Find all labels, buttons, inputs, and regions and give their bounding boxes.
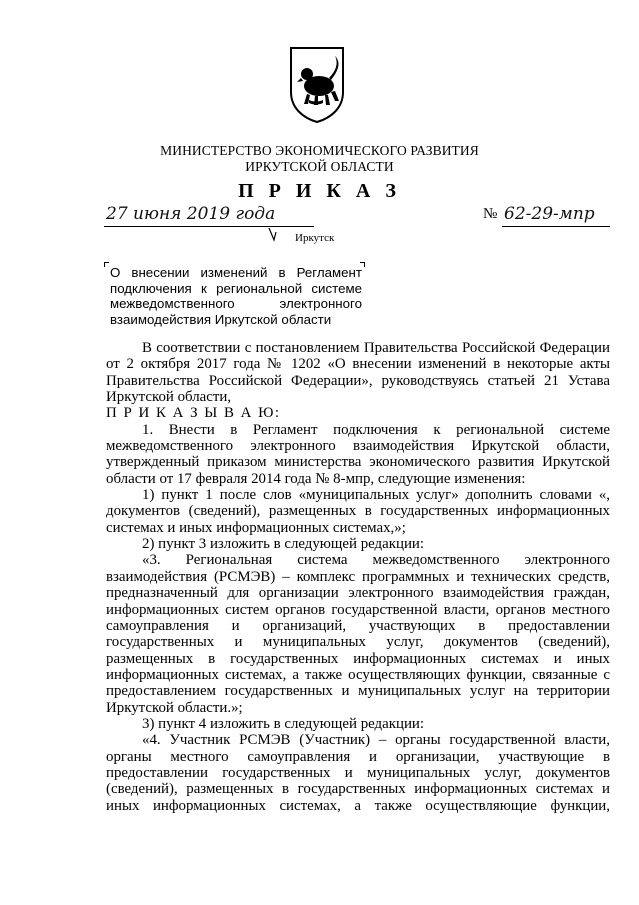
paragraph-1-2: 2) пункт 3 изложить в следующей редакции: (142, 536, 425, 553)
document-body (106, 340, 610, 814)
paragraph-preamble: В соответствии с постановлением Правительства Российской Федерации от 2 октября 2017 года № 1202 «О внесении изменений в некоторые акты Правительства Российской Федерации», руководствуясь статьей 21 Устава Иркутской области, (106, 340, 610, 406)
number-underline (502, 226, 610, 227)
corner-bracket-top-left (104, 262, 109, 267)
city-name: Иркутск (295, 232, 335, 244)
paragraph-1-1: 1) пункт 1 после слов «муниципальных услуг» дополнить словами «, документов (сведений), размещенных в государственных информационных системах и иных информационных системах,»; (106, 487, 610, 536)
number-sign: № (483, 206, 498, 222)
coat-of-arms-icon (285, 44, 349, 124)
paragraph-1-3: 3) пункт 4 изложить в следующей редакции: (142, 715, 425, 732)
order-date: 27 июня 2019 года (106, 204, 276, 224)
order-number: 62-29-мпр (504, 204, 595, 224)
paragraph-1: 1. Внести в Регламент подключения к региональной системе межведомственного электронного взаимодействия Иркутской области, утвержденный приказом министерства экономического развития Иркутской области от 17 февраля 2014 года № 8-мпр, следующие изменения: (106, 421, 610, 487)
document-subject: О внесении изменений в Регламент подключения к региональной системе межведомственного электронного взаимодействия Иркутской области (110, 265, 362, 327)
paragraph-item-4: «4. Участник РСМЭВ (Участник) – органы государственной власти, органы местного самоуправления и организации, участвующие в предоставлении государственных и муниципальных услуг, документов (сведений), размещенных в государственных информационных системах и иных информационных системах, а также осуществляющие функции, (106, 732, 610, 814)
order-title: П Р И К А З (238, 180, 401, 202)
paragraph-item-3: «3. Региональная система межведомственного электронного взаимодействия (РСМЭВ) – комплекс программных и технических средств, предназначенный для организации электронного взаимодействия граждан, информационных систем органов государственной власти, органов местного самоуправления и организаций, участвующих в предоставлении государственных и муниципальных услуг, документов (сведений), размещенных в государственных информационных системах и иных информационных системах, а также осуществляющих функции, связанные с предоставлением государственных и муниципальных услуг на территории Иркутской области.»; (106, 552, 610, 716)
order-word: П Р И К А З Ы В А Ю: (106, 405, 281, 422)
ministry-name-line1: МИНИСТЕРСТВО ЭКОНОМИЧЕСКОГО РАЗВИТИЯ (160, 143, 479, 158)
ministry-name-line2: ИРКУТСКОЙ ОБЛАСТИ (245, 159, 394, 174)
check-mark-icon (268, 226, 284, 242)
